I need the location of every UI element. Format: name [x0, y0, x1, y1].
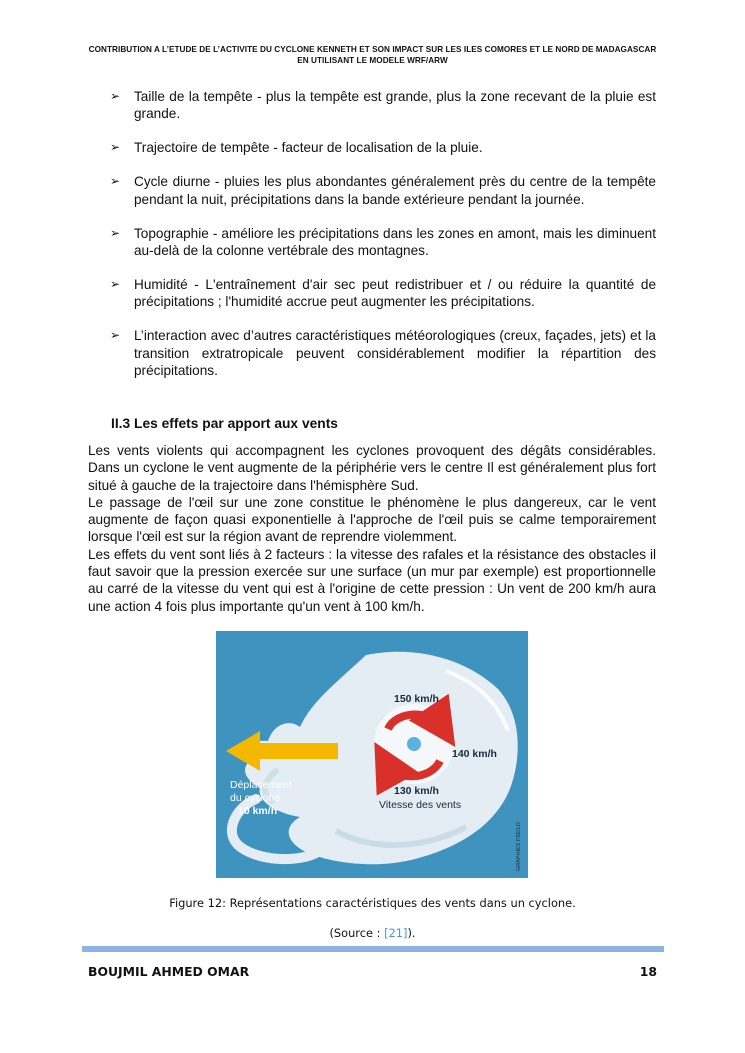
body-paragraphs — [88, 442, 656, 615]
list-item: ➢ L’interaction avec d’autres caractéristiques météorologiques (creux, façades, jets) et la transition extratropicale peuvent considérablement modifier la répartition des précipitations. — [110, 328, 656, 378]
running-header — [80, 44, 665, 66]
header-line-1: CONTRIBUTION A L’ETUDE DE L’ACTIVITE DU CYCLONE KENNETH ET SON IMPACT SUR LES ILES COMORES ET LE NORD DE MADAGASCAR — [88, 45, 657, 54]
figure-caption: Figure 12: Représentations caractéristiques des vents dans un cyclone. — [169, 896, 576, 910]
list-item: ➢ Taille de la tempête - plus la tempête est grande, plus la zone recevant de la pluie est grande. — [110, 89, 656, 122]
list-item: ➢ Trajectoire de tempête - facteur de localisation de la pluie. — [110, 140, 483, 156]
eye — [407, 737, 421, 751]
arrow-bullet-icon: ➢ — [110, 328, 121, 343]
label-140: 140 km/h — [452, 748, 497, 760]
section-title: Les effets par apport aux vents — [134, 416, 338, 431]
label-move-1: Déplacement — [230, 779, 292, 791]
reference-link[interactable]: [21] — [384, 926, 408, 940]
footer-divider — [82, 946, 664, 952]
label-150: 150 km/h — [394, 693, 439, 705]
arrow-bullet-icon: ➢ — [110, 276, 121, 291]
list-item: ➢ Topographie - améliore les précipitations dans les zones en amont, mais les diminuent au-delà de la colonne vertébrale des montagnes. — [110, 225, 656, 258]
credit: GRAPHIES F3E/LO — [516, 822, 522, 871]
list-item: ➢ Cycle diurne - pluies les plus abondantes généralement près du centre de la tempête pendant la nuit, précipitations dans la bande extérieure pendant la journée. — [110, 174, 656, 207]
arrow-bullet-icon: ➢ — [110, 174, 121, 189]
page-number: 18 — [639, 964, 657, 979]
label-wind-speed: Vitesse des vents — [379, 799, 462, 811]
label-130: 130 km/h — [394, 785, 439, 797]
arrow-bullet-icon: ➢ — [110, 225, 121, 240]
label-move-2: du cyclone — [230, 792, 281, 804]
paragraph: Le passage de l'œil sur une zone constitue le phénomène le plus dangereux, car le vent augmente de façon quasi exponentielle à l'approche de l'œil puis se calme temporairement lorsque l'œil est sur la région avant de reprendre violemment. — [88, 494, 656, 545]
footer-author: BOUJMIL AHMED OMAR — [88, 964, 250, 979]
paragraph: Les vents violents qui accompagnent les cyclones provoquent des dégâts considérables. Dans un cyclone le vent augmente de la périphérie vers le centre Il est généralement plus fort situé à gauche de la trajectoire dans l'hémisphère Sud. — [88, 443, 656, 493]
section-heading — [111, 416, 338, 431]
factors-bullet-list — [110, 88, 656, 396]
label-move-3: 10 km/h — [238, 805, 278, 817]
section-number: II.3 — [111, 416, 131, 431]
header-line-2: EN UTILISANT LE MODELE WRF/ARW — [297, 56, 448, 65]
cyclone-wind-figure — [216, 631, 528, 878]
arrow-bullet-icon: ➢ — [110, 89, 121, 103]
paragraph: Les effets du vent sont liés à 2 facteurs : la vitesse des rafales et la résistance des obstacles il faut savoir que la pression exercée sur une surface (un mur par exemple) est proportionnelle au carré de la vitesse du vent qui est à l'origine de cette pression : Un vent de 200 km/h aura une action 4 fois plus importante qu'un vent à 100 km/h. — [88, 546, 656, 614]
cyclone-illustration — [216, 631, 528, 878]
arrow-bullet-icon: ➢ — [110, 140, 121, 155]
figure-source: (Source : [21]). — [329, 926, 416, 940]
list-item: ➢ Humidité - L'entraînement d'air sec peut redistribuer et / ou réduire la quantité de précipitations ; l'humidité accrue peut augmenter les précipitations. — [110, 276, 656, 310]
